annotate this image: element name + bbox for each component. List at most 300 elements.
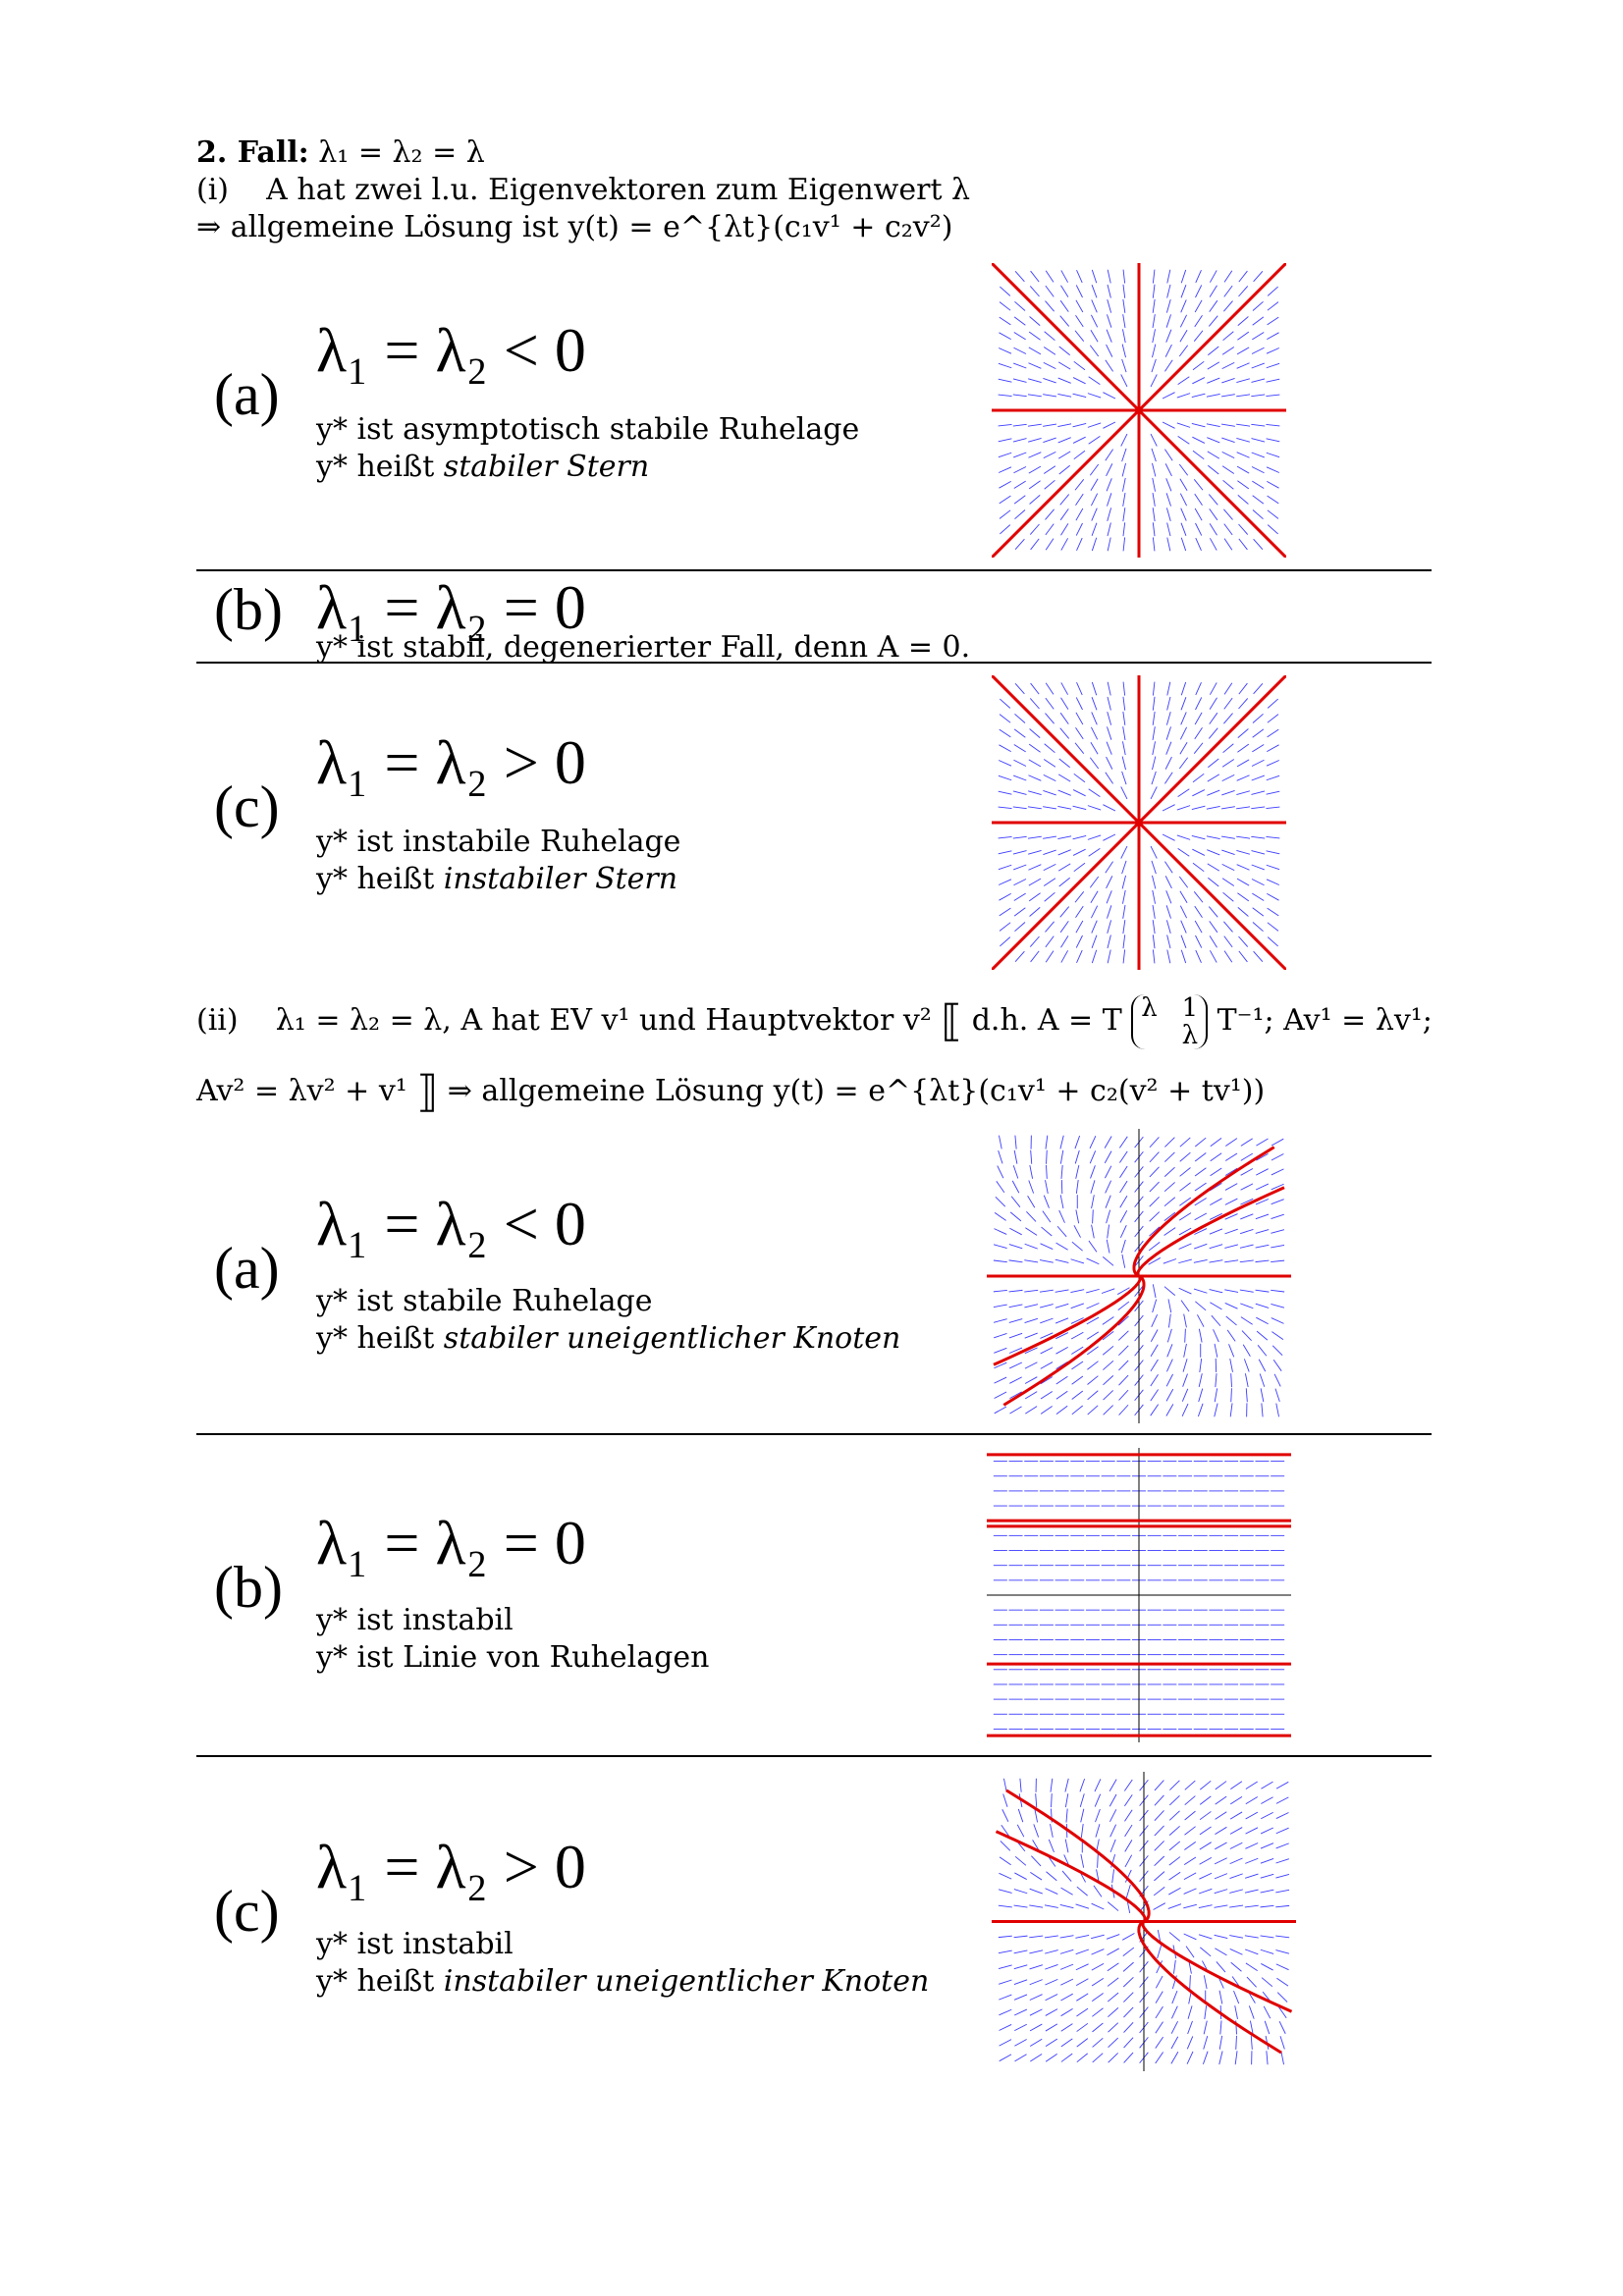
vector-field-arrow — [1031, 1856, 1041, 1866]
vector-field-arrow — [1013, 851, 1027, 854]
vector-field-arrow — [1030, 524, 1039, 535]
vector-field-arrow — [1222, 466, 1234, 474]
vector-field-arrow — [1199, 1935, 1212, 1939]
vector-field-arrow — [1268, 302, 1278, 311]
vector-field-arrow — [999, 439, 1012, 442]
vector-field-arrow — [1108, 1978, 1118, 1987]
vector-field-arrow — [1152, 463, 1155, 477]
vector-field-arrow — [1150, 1182, 1160, 1192]
vector-field-arrow — [1164, 1287, 1175, 1296]
vector-field-arrow — [1123, 507, 1125, 521]
vector-field-arrow — [1013, 453, 1026, 457]
vector-field-arrow — [1225, 1199, 1238, 1204]
vector-field-arrow — [1046, 698, 1054, 709]
vector-field-arrow — [1168, 1904, 1181, 1909]
vector-field-arrow — [1251, 2036, 1252, 2050]
vector-field-arrow — [1276, 1404, 1279, 1417]
vector-field-arrow — [1017, 1825, 1024, 1837]
vector-field-arrow — [1045, 1905, 1058, 1908]
vector-field-arrow — [1207, 850, 1219, 855]
vector-field-arrow — [1236, 438, 1249, 442]
vector-field-arrow — [1261, 1797, 1272, 1804]
vector-field-arrow — [1252, 347, 1265, 353]
vector-field-arrow — [1076, 1210, 1079, 1224]
vector-field-arrow — [1268, 729, 1279, 737]
vector-field-arrow — [1076, 921, 1083, 933]
case-text-2 — [316, 450, 649, 484]
vector-field-arrow — [1166, 1374, 1172, 1386]
vector-field-arrow — [1166, 330, 1171, 343]
vector-field-arrow — [1014, 509, 1025, 518]
vector-field-arrow — [1024, 1305, 1038, 1308]
vector-field-arrow — [1241, 1153, 1253, 1160]
vector-field-arrow — [1092, 1225, 1095, 1239]
vector-field-arrow — [1046, 936, 1054, 947]
vector-field-arrow — [1184, 1842, 1195, 1849]
vector-field-arrow — [1196, 538, 1202, 551]
vector-field-arrow — [1076, 1979, 1088, 1986]
vector-field-arrow — [999, 1905, 1012, 1907]
vector-field-arrow — [1001, 1841, 1010, 1850]
vector-field-arrow — [1185, 1329, 1186, 1343]
vector-field-arrow — [1245, 1890, 1259, 1893]
vector-field-arrow — [1180, 315, 1186, 328]
vector-field-arrow — [1044, 362, 1056, 368]
vector-field-arrow — [1256, 1304, 1269, 1308]
vector-field-arrow — [1225, 1153, 1237, 1161]
vector-field-arrow — [1180, 479, 1187, 491]
vector-field-arrow — [1210, 921, 1217, 932]
vector-field-arrow — [1254, 271, 1263, 281]
vector-field-arrow — [1256, 1290, 1270, 1292]
vector-field-arrow — [1055, 1259, 1069, 1262]
vector-field-arrow — [1240, 1214, 1253, 1219]
vector-field-arrow — [1009, 1362, 1022, 1368]
vector-field-arrow — [1153, 270, 1155, 284]
vector-field-arrow — [1061, 2024, 1073, 2032]
vector-field-arrow — [1154, 1872, 1163, 1881]
case-text-1: y* ist instabil — [316, 1927, 514, 1961]
vector-field-arrow — [1030, 1872, 1042, 1880]
vector-field-arrow — [1028, 363, 1041, 369]
vector-field-arrow — [1107, 876, 1112, 888]
vector-field-arrow — [1058, 774, 1070, 781]
vector-field-arrow — [1207, 394, 1220, 397]
vector-field-arrow — [1266, 807, 1279, 809]
vector-field-arrow — [1122, 1934, 1134, 1941]
vector-field-arrow — [1236, 791, 1249, 795]
vector-field-arrow — [1125, 1825, 1132, 1837]
vector-field-arrow — [1073, 806, 1087, 809]
case-text-2-prefix: y* ist — [316, 1640, 394, 1675]
vector-field-arrow — [1071, 1362, 1083, 1369]
vector-field-arrow — [1240, 1260, 1254, 1262]
vector-field-arrow — [1205, 2005, 1207, 2019]
vector-field-arrow — [1089, 1241, 1097, 1252]
vector-field-arrow — [1151, 1405, 1159, 1416]
vector-field-arrow — [1123, 949, 1125, 963]
case-text-2-em: Linie von Ruhelagen — [403, 1640, 710, 1675]
vector-field-arrow — [1124, 2038, 1134, 2048]
vector-field-arrow — [1258, 1345, 1267, 1356]
vector-field-arrow — [1123, 1977, 1133, 1987]
case-equation: λ₁ = λ₂ > 0 — [316, 727, 586, 797]
vector-field-arrow — [1108, 712, 1111, 724]
vector-field-arrow — [1092, 682, 1096, 695]
vector-field-arrow — [1252, 333, 1264, 340]
case-text-2-prefix: y* heißt — [316, 1964, 435, 1999]
vector-field-arrow — [1091, 479, 1098, 491]
vector-field-arrow — [1030, 936, 1039, 947]
case-equation: λ₁ = λ₂ < 0 — [316, 315, 586, 385]
vector-field-arrow — [1184, 1934, 1197, 1940]
vector-field-arrow — [1060, 713, 1068, 723]
vector-field-arrow — [1167, 270, 1170, 284]
case-label: (c) — [214, 1879, 280, 1944]
vector-field-arrow — [1055, 1347, 1067, 1354]
vector-field-arrow — [1151, 1360, 1158, 1371]
case-text-2-em: instabiler Stern — [443, 862, 678, 896]
vector-field-arrow — [1000, 908, 1011, 916]
vector-field-arrow — [1223, 744, 1234, 753]
vector-field-arrow — [1075, 906, 1083, 918]
vector-field-arrow — [1077, 2023, 1088, 2031]
vector-field-arrow — [1167, 682, 1170, 696]
vector-field-arrow — [1153, 741, 1156, 755]
vector-field-arrow — [1262, 1978, 1272, 1987]
vector-field-arrow — [1268, 317, 1279, 325]
vector-field-arrow — [999, 379, 1012, 382]
vector-field-arrow — [1029, 1180, 1034, 1193]
vector-field-arrow — [1091, 315, 1097, 328]
vector-field-arrow — [1010, 1212, 1021, 1221]
vector-field-arrow — [1009, 1290, 1023, 1292]
vector-field-arrow — [1204, 2036, 1208, 2049]
vector-field-arrow — [1276, 1797, 1288, 1803]
vector-field-arrow — [1221, 395, 1235, 397]
vector-field-arrow — [1044, 1196, 1049, 1208]
vector-field-arrow — [1158, 1946, 1162, 1958]
vector-field-arrow — [1015, 683, 1024, 693]
vector-field-arrow — [1153, 920, 1155, 934]
vector-field-arrow — [999, 2009, 1011, 2015]
vector-field-arrow — [1028, 453, 1041, 458]
vector-field-arrow — [1257, 1331, 1268, 1340]
vector-field-arrow — [1215, 1935, 1228, 1938]
vector-field-arrow — [1072, 1391, 1083, 1400]
vector-field-arrow — [1237, 466, 1249, 473]
vector-field-arrow — [1153, 1300, 1157, 1312]
vector-field-arrow — [1214, 1329, 1219, 1342]
vector-field-arrow — [1244, 1359, 1249, 1371]
vector-field-arrow — [1167, 950, 1170, 964]
vector-field-arrow — [1237, 775, 1250, 781]
vector-field-arrow — [1165, 757, 1171, 770]
vector-field-arrow — [1178, 789, 1190, 797]
vector-field-arrow — [1253, 509, 1264, 518]
vector-field-arrow — [1122, 861, 1126, 874]
vector-field-arrow — [1195, 1152, 1206, 1161]
vector-field-arrow — [1045, 892, 1055, 901]
vector-field-arrow — [1156, 2053, 1163, 2064]
vector-field-arrow — [1089, 436, 1101, 444]
vector-field-arrow — [1224, 698, 1232, 709]
vector-field-arrow — [1267, 775, 1279, 779]
vector-field-arrow — [1030, 1980, 1043, 1985]
phase-portrait-unstable-improper-node — [992, 1772, 1296, 2071]
vector-field-arrow — [1058, 850, 1071, 855]
case-title — [196, 135, 485, 170]
vector-field-arrow — [1253, 301, 1264, 310]
vector-field-arrow — [1042, 1227, 1053, 1236]
vector-field-arrow — [1164, 862, 1172, 874]
vector-field-arrow — [1108, 285, 1110, 298]
vector-field-arrow — [1029, 1950, 1043, 1953]
case-equation: λ₁ = λ₂ > 0 — [316, 1832, 586, 1901]
vector-field-arrow — [1169, 1781, 1179, 1790]
vector-field-arrow — [1014, 714, 1025, 722]
vector-field-arrow — [1058, 378, 1071, 383]
vector-field-arrow — [1251, 395, 1265, 397]
vector-field-arrow — [1071, 1332, 1083, 1339]
vector-field-arrow — [1030, 2055, 1042, 2061]
vector-field-arrow — [1223, 332, 1234, 341]
vector-field-arrow — [1166, 920, 1170, 933]
vector-field-arrow — [1121, 846, 1127, 859]
vector-field-arrow — [1166, 1360, 1172, 1372]
vector-field-arrow — [1013, 775, 1026, 780]
vector-field-arrow — [1165, 463, 1171, 476]
vector-field-arrow — [1107, 478, 1111, 491]
vector-field-arrow — [1030, 1965, 1043, 1969]
vector-field-arrow — [1235, 2051, 1237, 2064]
vector-field-arrow — [1015, 1856, 1026, 1865]
vector-field-arrow — [1107, 330, 1111, 343]
vector-field-arrow — [1153, 726, 1155, 740]
vector-field-arrow — [1058, 438, 1071, 443]
vector-field-arrow — [1179, 1288, 1192, 1294]
vector-field-arrow — [1000, 302, 1010, 311]
vector-field-arrow — [1108, 697, 1110, 711]
vector-field-arrow — [1256, 1245, 1270, 1248]
vector-field-arrow — [1060, 907, 1069, 918]
vector-field-arrow — [1076, 713, 1083, 724]
vector-field-arrow — [1199, 1889, 1212, 1894]
vector-field-arrow — [1224, 951, 1232, 963]
vector-field-arrow — [1088, 806, 1101, 810]
vector-field-arrow — [1014, 1965, 1027, 1969]
vector-field-arrow — [1118, 1302, 1129, 1310]
vector-field-arrow — [1210, 1290, 1223, 1293]
vector-field-arrow — [1188, 2005, 1192, 2018]
vector-field-arrow — [1222, 864, 1235, 870]
vector-field-arrow — [1046, 286, 1054, 296]
vector-field-arrow — [1108, 682, 1110, 696]
vector-field-arrow — [1123, 920, 1125, 934]
vector-field-arrow — [1195, 1213, 1207, 1220]
vector-field-arrow — [1076, 2008, 1088, 2016]
vector-field-arrow — [1009, 1319, 1022, 1323]
vector-field-arrow — [1208, 465, 1218, 474]
vector-field-arrow — [1221, 807, 1235, 809]
vector-field-arrow — [1030, 2024, 1042, 2031]
vector-field-arrow — [1076, 523, 1082, 536]
vector-field-arrow — [1059, 878, 1070, 886]
vector-field-arrow — [1199, 1873, 1212, 1879]
vector-field-arrow — [1044, 879, 1055, 886]
bracket-open: ⟦ — [941, 996, 963, 1046]
vector-field-arrow — [1169, 1857, 1180, 1866]
vector-field-arrow — [1276, 1859, 1289, 1863]
vector-field-arrow — [1198, 1404, 1203, 1416]
vector-field-arrow — [1276, 1782, 1288, 1789]
vector-field-arrow — [1075, 891, 1084, 902]
vector-field-arrow — [1252, 760, 1265, 766]
vector-field-arrow — [1171, 2006, 1177, 2019]
vector-field-arrow — [1013, 439, 1027, 442]
vector-field-arrow — [1222, 774, 1235, 780]
vector-field-arrow — [1000, 699, 1009, 708]
vector-field-arrow — [1236, 424, 1250, 426]
vector-field-arrow — [1169, 1811, 1179, 1820]
vector-field-arrow — [1060, 1994, 1072, 2001]
vector-field-arrow — [1215, 1858, 1227, 1864]
vector-field-arrow — [1040, 1290, 1054, 1292]
vector-field-arrow — [1121, 1240, 1125, 1253]
vector-field-arrow — [1200, 1811, 1211, 1819]
vector-field-arrow — [1108, 1902, 1118, 1911]
vector-field-arrow — [1275, 1905, 1289, 1906]
vector-field-arrow — [1252, 865, 1265, 870]
vector-field-arrow — [1040, 1260, 1054, 1263]
vector-field-arrow — [1195, 508, 1202, 520]
vector-field-arrow — [1196, 285, 1202, 297]
vector-field-arrow — [1031, 951, 1040, 962]
vector-field-arrow — [1014, 1950, 1028, 1953]
ii-dh: d.h. A = T — [971, 1003, 1122, 1038]
vector-field-arrow — [1169, 1826, 1179, 1835]
vector-field-arrow — [1267, 745, 1278, 752]
vector-field-arrow — [1254, 683, 1263, 693]
vector-field-arrow — [1103, 834, 1115, 840]
vector-field-arrow — [1029, 879, 1041, 885]
vector-field-arrow — [1251, 424, 1265, 426]
vector-field-arrow — [1185, 1796, 1196, 1805]
vector-field-arrow — [1075, 315, 1083, 327]
vector-field-arrow — [1040, 1305, 1054, 1308]
vector-field-arrow — [1194, 331, 1203, 342]
vector-field-arrow — [1246, 1388, 1247, 1402]
bracket-close: ⟧ — [416, 1067, 439, 1117]
vector-field-arrow — [1120, 1225, 1126, 1238]
vector-field-arrow — [1103, 1317, 1114, 1325]
vector-field-arrow — [1164, 1167, 1174, 1176]
vector-field-arrow — [1152, 757, 1155, 771]
vector-field-arrow — [1014, 333, 1026, 340]
vector-field-arrow — [1073, 849, 1086, 855]
vector-field-arrow — [1108, 1963, 1119, 1971]
vector-field-arrow — [1088, 835, 1101, 839]
vector-field-arrow — [1074, 863, 1085, 871]
case-label: (a) — [214, 362, 280, 427]
vector-field-arrow — [1256, 1214, 1269, 1219]
vector-field-arrow — [1163, 834, 1175, 840]
vector-field-arrow — [1268, 525, 1277, 534]
vector-field-arrow — [1093, 1209, 1094, 1223]
vector-field-arrow — [1222, 759, 1234, 767]
vector-field-arrow — [1151, 374, 1157, 387]
case-text-1: y* ist instabile Ruhelage — [316, 825, 681, 859]
vector-field-arrow — [1013, 467, 1026, 473]
vector-field-arrow — [1119, 1137, 1127, 1148]
vector-field-arrow — [1180, 1167, 1191, 1176]
vector-field-arrow — [1192, 394, 1206, 397]
vector-field-arrow — [1240, 1304, 1253, 1308]
vector-field-arrow — [1243, 1345, 1250, 1357]
vector-field-arrow — [1061, 1888, 1073, 1895]
vector-field-arrow — [1253, 714, 1264, 722]
vector-field-arrow — [1124, 2022, 1134, 2032]
vector-field-arrow — [1092, 935, 1097, 948]
vector-field-arrow — [1040, 1318, 1053, 1323]
vector-field-arrow — [1154, 1903, 1165, 1910]
vector-field-arrow — [1072, 1376, 1083, 1384]
vector-field-arrow — [1123, 1948, 1134, 1956]
vector-field-arrow — [1208, 774, 1219, 781]
vector-field-arrow — [1156, 2006, 1163, 2018]
vector-field-arrow — [1207, 424, 1220, 427]
vector-field-arrow — [1072, 1406, 1083, 1415]
vector-field-arrow — [1177, 394, 1190, 398]
vector-field-arrow — [1208, 347, 1218, 355]
vector-field-arrow — [1153, 314, 1155, 328]
vector-field-arrow — [1177, 806, 1190, 810]
case-text-1: y* ist stabil, degenerierter Fall, denn A = 0. — [316, 630, 971, 665]
vector-field-arrow — [1073, 378, 1086, 384]
vector-field-arrow — [1166, 314, 1170, 327]
vector-field-arrow — [1195, 1183, 1207, 1191]
vector-field-arrow — [1046, 2039, 1057, 2047]
vector-field-arrow — [1072, 1242, 1083, 1251]
vector-field-arrow — [997, 1181, 1004, 1192]
vector-field-arrow — [1025, 1318, 1038, 1322]
vector-field-arrow — [1253, 922, 1264, 931]
vector-field-arrow — [1010, 1407, 1022, 1414]
vector-field-arrow — [1224, 1290, 1238, 1293]
vector-field-arrow — [1184, 1344, 1187, 1358]
vector-field-arrow — [1200, 1857, 1212, 1864]
vector-field-arrow — [999, 745, 1010, 752]
vector-field-arrow — [1000, 287, 1009, 295]
vector-field-arrow — [1106, 450, 1113, 461]
vector-field-arrow — [1152, 861, 1156, 874]
vector-field-arrow — [1015, 271, 1024, 281]
vector-field-arrow — [1236, 379, 1249, 383]
vector-field-arrow — [1276, 1978, 1288, 1986]
vector-field-arrow — [1253, 729, 1264, 737]
vector-field-arrow — [1044, 347, 1055, 354]
vector-field-arrow — [1061, 538, 1068, 550]
vector-field-arrow — [1200, 1796, 1211, 1805]
vector-field-arrow — [1123, 697, 1125, 711]
vector-field-arrow — [1238, 936, 1247, 947]
case-label: (b) — [214, 577, 283, 642]
vector-field-arrow — [1120, 1210, 1127, 1222]
vector-field-arrow — [999, 395, 1012, 397]
vector-field-arrow — [1029, 893, 1040, 901]
vector-field-arrow — [1222, 452, 1235, 457]
vector-field-arrow — [1210, 698, 1217, 710]
